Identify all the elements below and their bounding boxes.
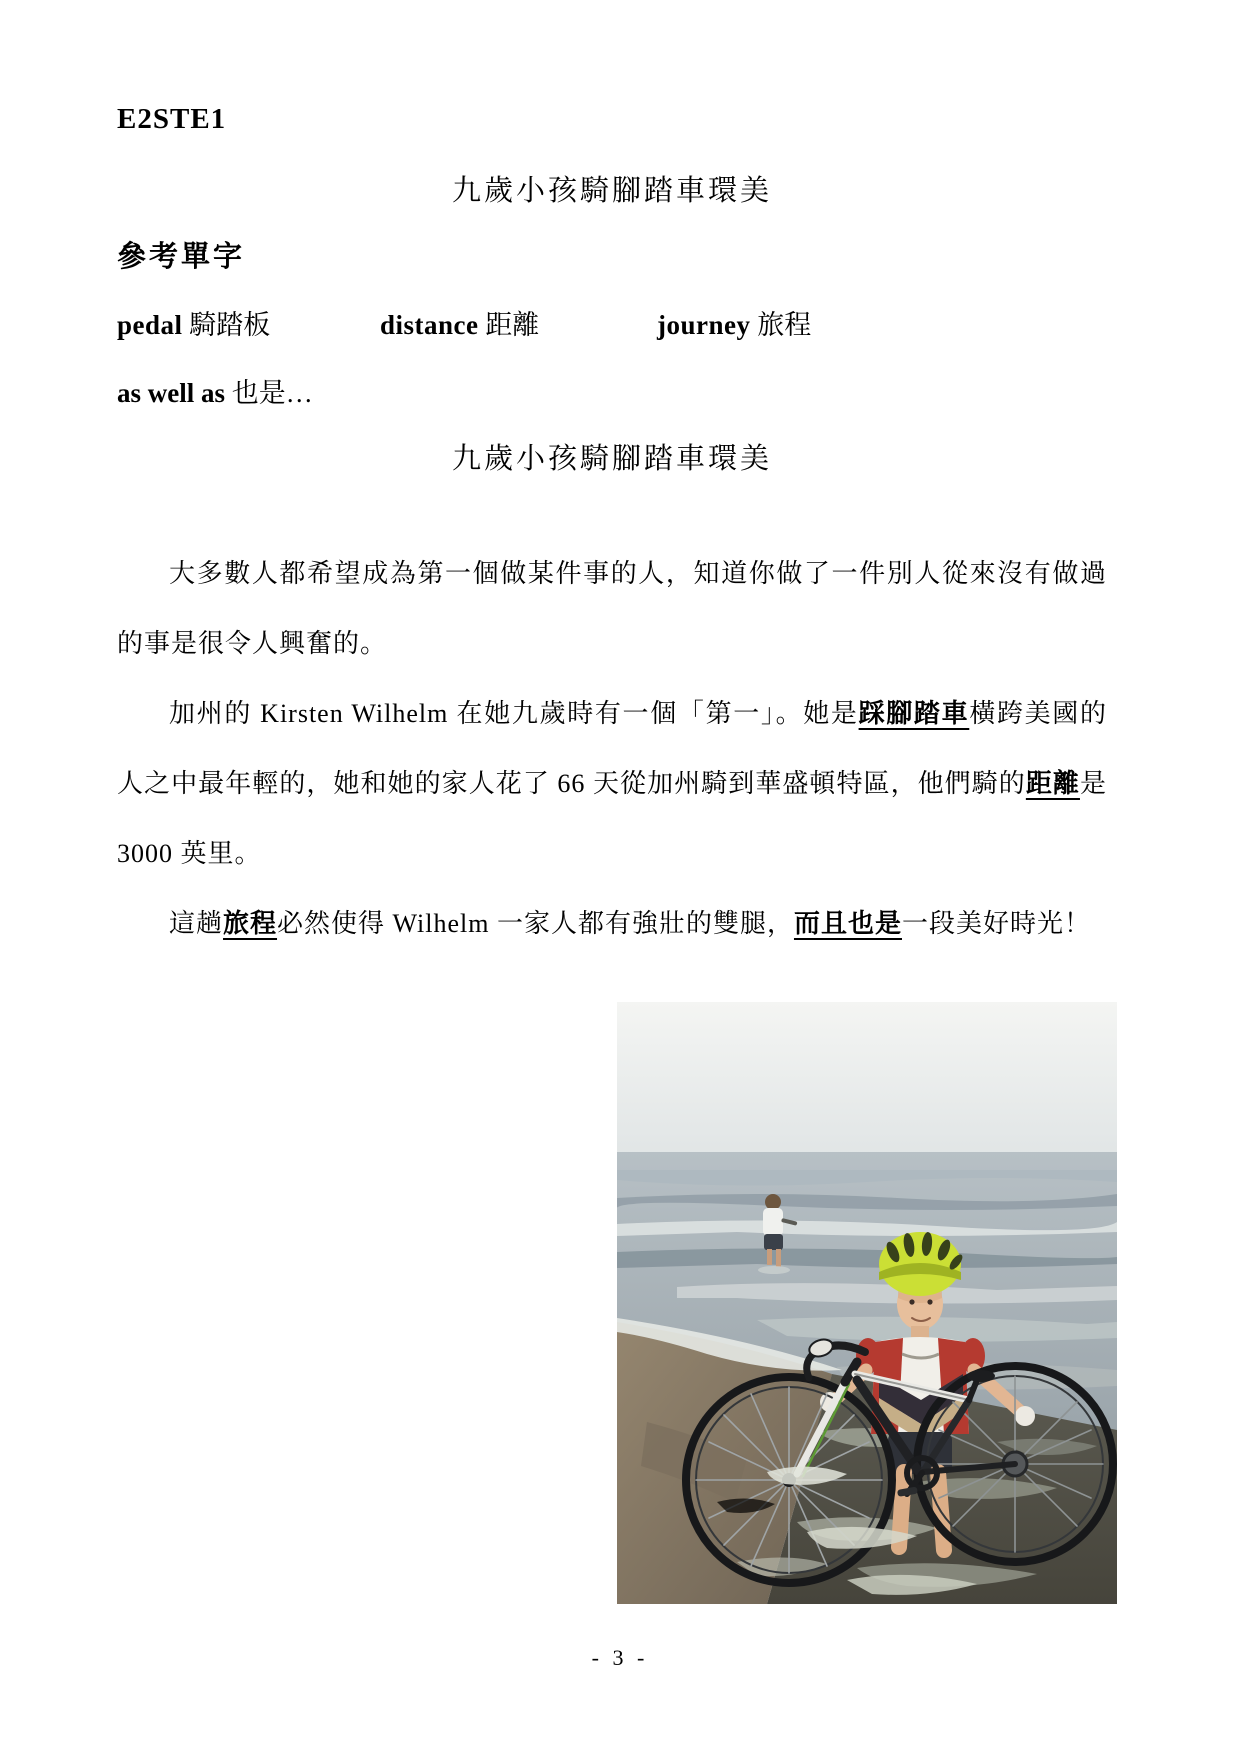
text-segment: 3000 英里。 xyxy=(117,839,262,868)
article-title: 九歲小孩騎腳踏車環美 xyxy=(451,443,772,475)
article-line xyxy=(117,889,1107,959)
vocab-item xyxy=(657,307,811,343)
article-line xyxy=(117,749,1107,819)
page-number: - 3 - xyxy=(591,1645,649,1670)
key-term: 旅程 xyxy=(223,909,278,938)
text-segment: 橫跨美國的 xyxy=(969,699,1107,728)
text-segment: 的事是很令人興奮的。 xyxy=(117,629,388,658)
article-line xyxy=(117,609,1107,679)
article-body xyxy=(117,539,1107,959)
text-segment: 人之中最年輕的，她和她的家人花了 66 天從加州騎到華盛頓特區，他們騎的 xyxy=(117,769,1026,798)
text-segment: 必然使得 Wilhelm 一家人都有強壯的雙腿， xyxy=(277,909,794,938)
text-block xyxy=(117,0,1107,1604)
vocab-phrase xyxy=(117,375,1107,411)
article-line xyxy=(117,679,1107,749)
page-title: 九歲小孩騎腳踏車環美 xyxy=(451,175,772,207)
key-term: 而且也是 xyxy=(793,909,902,938)
doc-code: E2STE1 xyxy=(117,103,227,135)
beach-bike-photo xyxy=(617,1002,1117,1604)
vocab-item xyxy=(380,307,657,343)
vocab-item-en: distance xyxy=(380,310,479,340)
vocab-item-en: journey xyxy=(657,310,751,340)
vocab-heading: 參考單字 xyxy=(117,241,246,273)
vocab-item-en: pedal xyxy=(117,310,183,340)
vocab-item-zh: 騎踏板 xyxy=(189,310,271,340)
text-segment: 加州的 Kirsten Wilhelm 在她九歲時有一個「第一」。她是 xyxy=(169,699,859,728)
vocab-phrase-zh: 也是… xyxy=(231,378,313,408)
vocab-phrase-en: as well as xyxy=(117,378,225,408)
text-segment: 一段美好時光！ xyxy=(901,909,1091,938)
vocab-row xyxy=(117,307,1107,343)
key-term: 距離 xyxy=(1025,769,1080,798)
key-term: 踩腳踏車 xyxy=(858,699,970,728)
vocab-item xyxy=(117,307,380,343)
text-segment: 大多數人都希望成為第一個做某件事的人，知道你做了一件別人從來沒有做過 xyxy=(169,559,1107,588)
article-line xyxy=(117,539,1107,609)
vocab-item-zh: 旅程 xyxy=(757,310,812,340)
article-line xyxy=(117,819,1107,889)
text-segment: 是 xyxy=(1079,769,1107,798)
vocab-item-zh: 距離 xyxy=(485,310,540,340)
text-segment: 這趟 xyxy=(169,909,224,938)
